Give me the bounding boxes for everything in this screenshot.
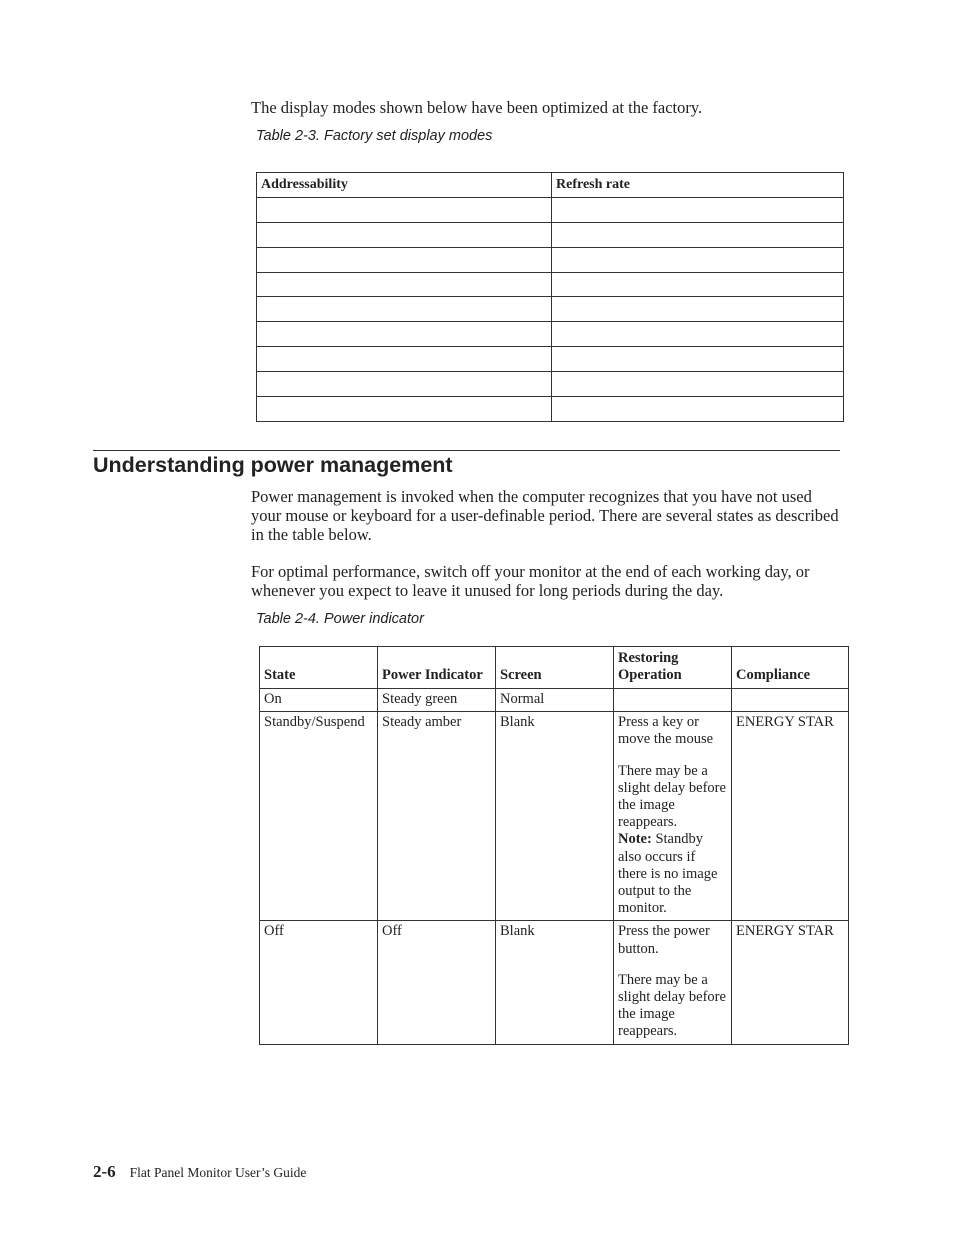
table-cell (257, 397, 552, 422)
restore-text: Press a key or move the mouse (618, 714, 714, 748)
table-cell (552, 222, 844, 247)
table-cell (552, 297, 844, 322)
table-header-row (257, 173, 844, 198)
table-cell (257, 222, 552, 247)
table-cell (257, 197, 552, 222)
table-row (257, 247, 844, 272)
column-header-addressability: Addressability (257, 173, 552, 198)
power-indicator-table (259, 646, 849, 1045)
section-heading: Understanding power management (93, 453, 453, 477)
column-header-compliance: Compliance (732, 647, 849, 689)
document-title: Flat Panel Monitor User’s Guide (129, 1165, 307, 1180)
table-cell (552, 247, 844, 272)
restore-text: There may be a slight delay before the image reappears. (618, 762, 726, 831)
note-text: Standby also occurs if there is no image output to the monitor. (618, 831, 718, 917)
table-row (257, 347, 844, 372)
table-cell (552, 197, 844, 222)
table-row (257, 322, 844, 347)
column-header-restoring-operation: Restoring Operation (614, 647, 732, 689)
intro-text: The display modes shown below have been optimized at the factory. (251, 98, 703, 117)
table-cell (257, 372, 552, 397)
restore-cell (614, 712, 732, 921)
column-header-state: State (260, 647, 378, 689)
restore-text: Press the power button. (618, 923, 710, 957)
indicator-cell: Off (378, 921, 496, 1044)
page-number: 2-6 (93, 1162, 116, 1181)
column-header-screen: Screen (496, 647, 614, 689)
compliance-cell (732, 689, 849, 712)
screen-cell: Normal (496, 689, 614, 712)
table2-caption: Table 2-4. Power indicator (256, 611, 424, 627)
state-cell: Standby/Suspend (260, 712, 378, 921)
table-cell (257, 272, 552, 297)
table-row (257, 272, 844, 297)
table-cell (257, 347, 552, 372)
table-row (257, 297, 844, 322)
note (618, 831, 727, 917)
table-header-row (260, 647, 849, 689)
section-paragraph-1: Power management is invoked when the computer recognizes that you have not used your mouse or keyboard for a user-definable period. There are several states as described in the table below. (251, 487, 839, 544)
state-cell: On (260, 689, 378, 712)
table-row (257, 222, 844, 247)
section-paragraph-2: For optimal performance, switch off your monitor at the end of each working day, or whenever you expect to leave it unused for long periods during the day. (251, 562, 810, 600)
column-header-power-indicator: Power Indicator (378, 647, 496, 689)
table-cell (257, 247, 552, 272)
table-row (260, 921, 849, 1044)
column-header-refresh-rate: Refresh rate (552, 173, 844, 198)
restore-cell (614, 689, 732, 712)
restore-cell (614, 921, 732, 1044)
state-cell: Off (260, 921, 378, 1044)
table-cell (257, 322, 552, 347)
screen-cell: Blank (496, 921, 614, 1044)
table-row (260, 712, 849, 921)
table-row (257, 372, 844, 397)
table-cell (552, 272, 844, 297)
table-cell (552, 322, 844, 347)
table-row (257, 397, 844, 422)
table1-caption: Table 2-3. Factory set display modes (256, 128, 493, 144)
table-row (260, 689, 849, 712)
compliance-cell: ENERGY STAR (732, 712, 849, 921)
table-cell (552, 397, 844, 422)
table-cell (552, 347, 844, 372)
table-cell (257, 297, 552, 322)
indicator-cell: Steady amber (378, 712, 496, 921)
section-divider (93, 450, 840, 451)
screen-cell: Blank (496, 712, 614, 921)
page-footer (93, 1162, 306, 1182)
table-cell (552, 372, 844, 397)
table-row (257, 197, 844, 222)
factory-display-modes-table (256, 172, 844, 422)
indicator-cell: Steady green (378, 689, 496, 712)
restore-text: There may be a slight delay before the image reappears. (618, 971, 726, 1040)
note-label: Note: (618, 831, 652, 848)
compliance-cell: ENERGY STAR (732, 921, 849, 1044)
